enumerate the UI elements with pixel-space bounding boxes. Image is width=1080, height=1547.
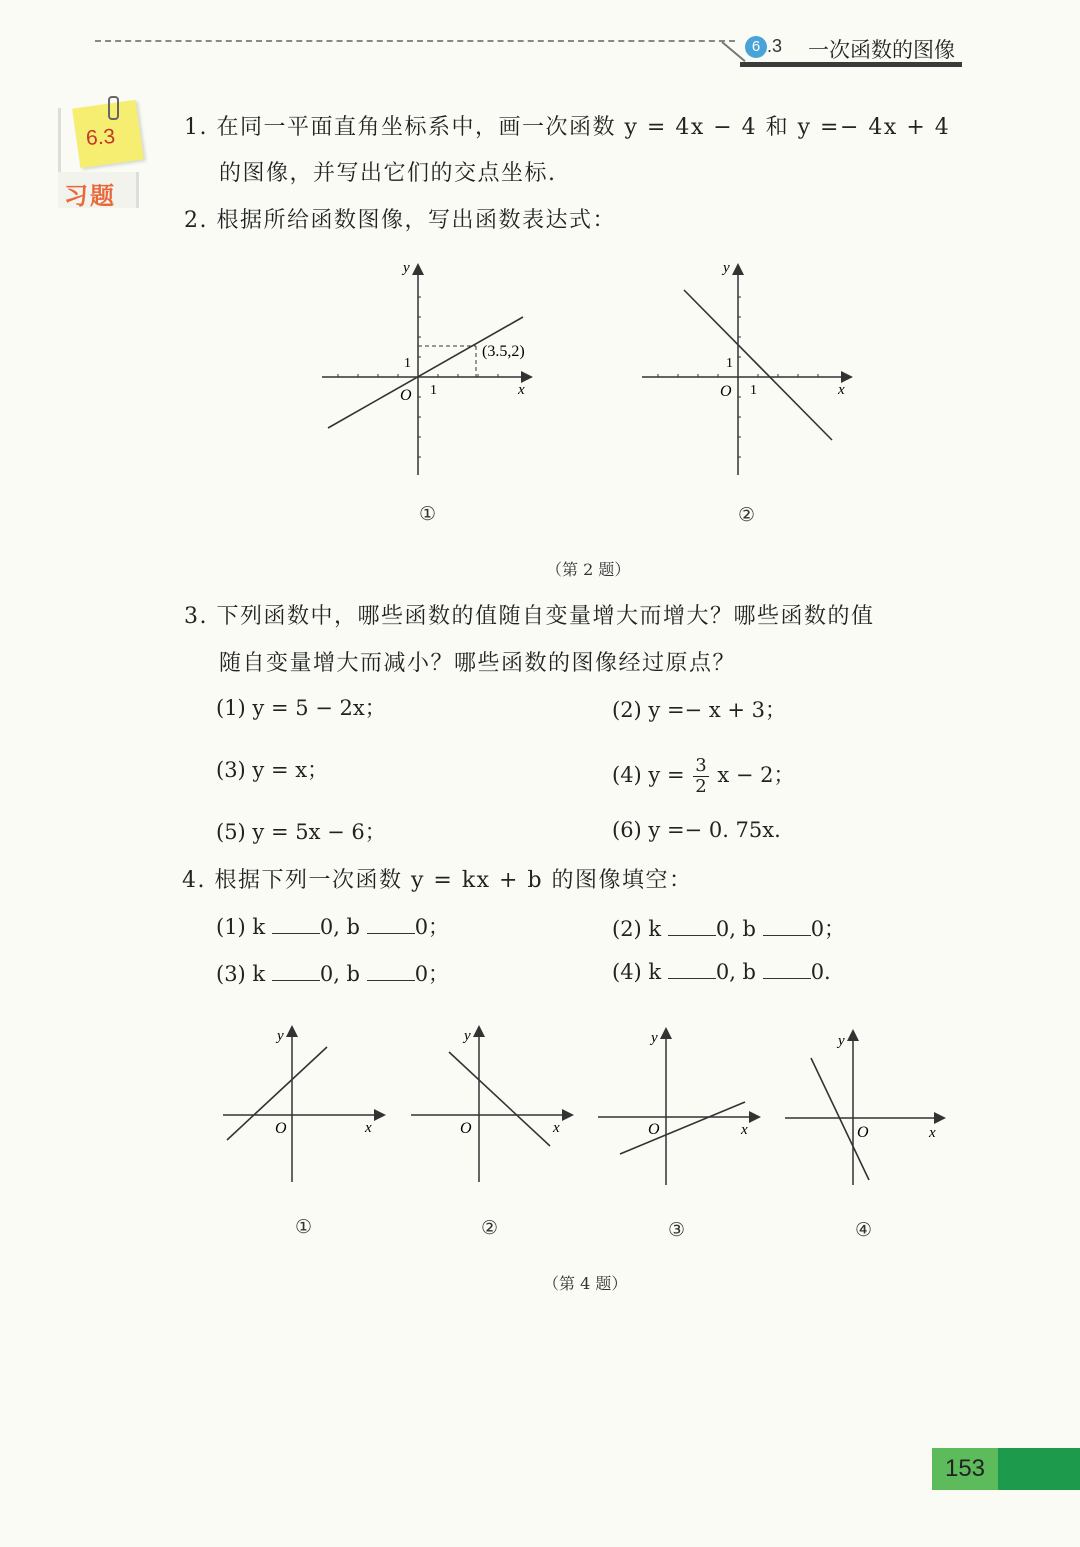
page-number: 153: [932, 1448, 998, 1490]
figure-2-caption: （第 2 题）: [546, 560, 631, 579]
graph-2-2-y-label: y: [723, 260, 730, 276]
graph-2-2-origin: O: [720, 383, 732, 400]
graph-4-1-origin: O: [275, 1120, 287, 1137]
fill-blank[interactable]: [668, 917, 716, 936]
problem-4-item-4: [612, 960, 831, 984]
figure-4-graphs: [215, 1020, 955, 1195]
graph-4-2: [411, 1028, 571, 1182]
fraction: [693, 756, 708, 797]
item-prefix: (2) k: [612, 917, 662, 941]
graph-4-3-origin: O: [648, 1121, 660, 1138]
fill-blank[interactable]: [763, 960, 811, 979]
item-mid: 0, b: [715, 917, 756, 941]
item-prefix: (3) k: [216, 962, 266, 986]
fraction-numerator: 3: [695, 755, 707, 776]
graph-2-2-label: ②: [738, 504, 756, 526]
graph-2-1-point-label: (3.5,2): [482, 343, 525, 360]
problem-3-item-2: (2) y =− x + 3；: [612, 698, 786, 722]
exercise-section-number: 6.3: [85, 125, 116, 150]
header-dashed-rule: [95, 40, 735, 42]
item-mid: 0, b: [715, 960, 756, 984]
page-number-bar: [998, 1448, 1080, 1490]
graph-2-1-x-label: x: [518, 382, 525, 398]
graph-2-1-origin: O: [400, 387, 412, 404]
graph-2-1-tick-x: 1: [430, 383, 437, 398]
graph-4-2-x-label: x: [553, 1120, 560, 1136]
fill-blank[interactable]: [668, 960, 716, 979]
header-slant-rule: [721, 41, 745, 62]
graph-4-4-line: [811, 1058, 869, 1180]
graph-2-2: [642, 260, 850, 475]
problem-1-line-1: 1. 在同一平面直角坐标系中，画一次函数 y = 4x − 4 和 y =− 4x + 4: [184, 115, 951, 140]
paperclip-icon: [108, 96, 119, 120]
graph-4-4-label: ④: [855, 1219, 873, 1241]
graph-4-3: [598, 1030, 758, 1185]
graph-4-2-label: ②: [481, 1217, 499, 1239]
item-prefix: (4) k: [612, 960, 662, 984]
graph-4-4-origin: O: [857, 1124, 869, 1141]
problem-3-item-6: (6) y =− 0. 75x.: [612, 818, 781, 842]
figure-4-caption: （第 4 题）: [543, 1274, 628, 1293]
problem-3-item-4-tail: x − 2；: [717, 763, 795, 787]
fill-blank[interactable]: [367, 915, 415, 934]
exercise-label: 习题: [64, 182, 116, 210]
graph-4-4-y-label: y: [838, 1033, 845, 1049]
section-title: 一次函数的图像: [808, 38, 955, 62]
graph-2-1: [322, 260, 530, 475]
graph-4-1-label: ①: [295, 1216, 313, 1238]
problem-4-item-1: [216, 911, 449, 941]
item-mid: 0, b: [319, 915, 360, 939]
problem-3-item-3: (3) y = x；: [216, 758, 329, 782]
graph-4-3-line: [620, 1102, 745, 1154]
item-end: 0；: [414, 962, 450, 986]
problem-3-item-4: [612, 756, 795, 797]
problem-4-item-3: [216, 958, 449, 988]
problem-3-line-1: 3. 下列函数中，哪些函数的值随自变量增大而增大？哪些函数的值: [184, 604, 875, 629]
item-end: 0；: [810, 917, 846, 941]
graph-2-2-line: [684, 290, 832, 440]
graph-4-3-y-label: y: [651, 1030, 658, 1046]
graph-4-2-y-label: y: [464, 1028, 471, 1044]
graph-4-1-x-label: x: [365, 1120, 372, 1136]
item-end: 0.: [810, 960, 831, 984]
graph-2-2-tick-x: 1: [750, 383, 757, 398]
item-mid: 0, b: [319, 962, 360, 986]
chapter-number-circle: 6: [745, 36, 767, 58]
graph-4-3-x-label: x: [741, 1122, 748, 1138]
graph-2-1-tick-y: 1: [404, 356, 411, 371]
problem-4-text: 4. 根据下列一次函数 y = kx + b 的图像填空：: [182, 868, 693, 893]
graph-2-1-y-label: y: [403, 260, 410, 276]
fill-blank[interactable]: [763, 917, 811, 936]
graph-4-4-x-label: x: [929, 1125, 936, 1141]
item-end: 0；: [414, 915, 450, 939]
graph-2-1-label: ①: [419, 503, 437, 525]
graph-4-1-y-label: y: [277, 1028, 284, 1044]
problem-1-line-2: 的图像，并写出它们的交点坐标.: [219, 161, 557, 186]
figure-2-graphs: [310, 250, 870, 490]
fill-blank[interactable]: [367, 962, 415, 981]
problem-3-item-5: (5) y = 5x − 6；: [216, 820, 386, 844]
problem-3-line-2: 随自变量增大而减小？哪些函数的图像经过原点？: [219, 651, 737, 676]
graph-4-3-label: ③: [668, 1219, 686, 1241]
graph-4-1: [223, 1028, 383, 1182]
problem-2-text: 2. 根据所给函数图像，写出函数表达式：: [184, 208, 616, 233]
fill-blank[interactable]: [272, 962, 320, 981]
graph-4-4: [785, 1032, 943, 1185]
fraction-denominator: 2: [695, 776, 707, 797]
graph-2-1-line: [328, 317, 523, 428]
section-number-suffix: .3: [767, 36, 783, 56]
graph-2-2-x-label: x: [838, 382, 845, 398]
item-prefix: (1) k: [216, 915, 266, 939]
problem-4-item-2: [612, 913, 845, 943]
problem-3-item-4-head: (4) y =: [612, 763, 692, 787]
graph-4-2-origin: O: [460, 1120, 472, 1137]
fill-blank[interactable]: [272, 915, 320, 934]
problem-3-item-1: (1) y = 5 − 2x；: [216, 696, 386, 720]
graph-2-2-tick-y: 1: [726, 356, 733, 371]
